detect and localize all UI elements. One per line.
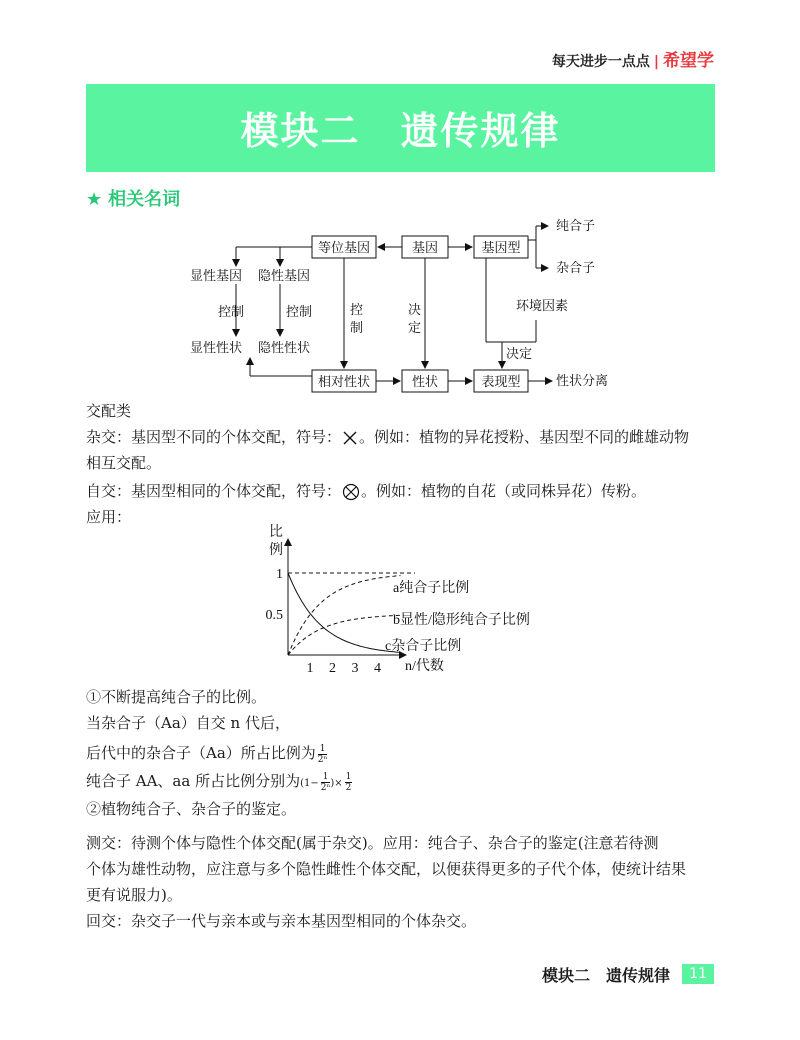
label-segregation: 性状分离 [556,373,609,388]
self-text-a: 自交：基因型相同的个体交配，符号： [86,482,342,500]
pure-text: 纯合子 AA、aa 所占比例分别为 [86,772,301,790]
x-tick-label: 4 [374,661,381,676]
chart-ylabel-1: 比 [269,525,283,540]
test-line-2: 个体为雄性动物，应注意与多个隐性雌性个体交配，以便获得更多的子代个体，使统计结果 [86,860,687,878]
proportion-chart [255,520,545,680]
title-part1: 模块二 [240,109,361,153]
hybrid-text-b: 。例如：植物的异花授粉、基因型不同的雌雄动物 [359,428,690,446]
label-decide: 决定 [506,346,533,361]
test-line-3: 更有说服力)。 [86,886,182,904]
mating-heading: 交配类 [86,402,132,420]
series-line-2 [288,573,401,652]
label-control-1: 控制 [218,304,245,319]
concept-diagram [180,200,640,400]
star-icon: ★ [86,189,103,210]
cross-icon [341,430,359,446]
test-line-1: 测交：待测个体与隐性个体交配(属于杂交)。应用：纯合子、杂合子的鉴定(注意若待测 [86,834,659,852]
x-tick-label: 2 [329,661,336,676]
x-tick-label: 3 [351,661,359,676]
label-heterozygote: 杂合子 [556,260,596,275]
point-2: ②植物纯合子、杂合子的鉴定。 [86,800,297,818]
label-dominant-trait: 显性性状 [189,340,243,355]
chart-ylabel-2: 例 [269,543,283,558]
brand-separator: | [653,54,659,70]
series-line-0 [288,576,401,655]
pure-open: (1− [300,778,319,789]
self-line [86,478,718,504]
fraction-1-over-2n [318,744,328,765]
frac-num-2: 1 [322,771,329,782]
backcross-line: 回交：杂交子一代与亲本或与亲本基因型相同的个体杂交。 [86,912,477,930]
label-control-v2: 制 [350,320,364,335]
label-environment: 环境因素 [516,298,569,313]
when-line: 当杂合子（Aa）自交 n 代后， [86,714,290,732]
frac-den-3: 2 [345,782,352,793]
label-genotype: 基因型 [481,240,521,255]
page-number: 11 [682,964,714,984]
section-heading [86,185,180,211]
label-recessive-gene: 隐性基因 [257,268,311,283]
y-tick-label: 1 [276,567,283,582]
label-control-2: 控制 [286,304,313,319]
application-label: 应用： [86,508,132,526]
hybrid-text-c: 相互交配。 [86,454,162,472]
label-dominant-gene: 显性基因 [189,268,243,283]
label-decide-v1: 决 [408,302,422,317]
label-allele: 等位基因 [317,240,371,255]
brand-header [552,46,714,71]
label-control-v1: 控 [350,302,364,317]
label-phenotype: 表现型 [481,374,521,389]
series-label-0: a纯合子比例 [393,581,470,596]
self-cross-icon [341,483,361,501]
footer-title: 模块二 遗传规律 [541,966,670,985]
frac-den-2: 2ⁿ [320,782,331,793]
chart-xlabel: n/代数 [405,659,444,674]
section-title: 相关名词 [108,189,181,210]
title-part2: 遗传规律 [400,109,561,153]
page-title [86,100,715,155]
pure-line [86,768,718,797]
later-text: 后代中的杂合子（Aa）所占比例为 [86,744,316,762]
later-line [86,740,718,766]
frac-num: 1 [319,743,326,754]
frac-num-3: 1 [345,771,352,782]
x-tick-label: 1 [306,661,314,676]
series-label-1: b显性/隐形纯合子比例 [393,613,530,628]
hybrid-text-a: 杂交：基因型不同的个体交配，符号： [86,428,342,446]
fraction-half [345,772,353,793]
title-banner [86,84,715,172]
fraction-pure [321,772,331,793]
label-recessive-trait: 隐性性状 [257,340,311,355]
label-homozygote: 纯合子 [556,218,596,233]
pure-close: )× [330,778,343,789]
y-tick-label: 0.5 [265,608,283,623]
point-1: ①不断提高纯合子的比例。 [86,688,267,706]
hybrid-line [86,424,718,450]
brand-logo: 希望学 [663,51,714,71]
label-trait: 性状 [411,374,439,389]
series-label-2: c杂合子比例 [385,639,462,654]
self-text-b: 。例如：植物的自花（或同株异花）传粉。 [361,482,647,500]
label-decide-v2: 定 [408,320,422,335]
frac-den: 2ⁿ [317,754,328,765]
label-relative-trait: 相对性状 [317,374,371,389]
slogan: 每天进步一点点 [551,54,650,70]
label-gene: 基因 [411,240,439,255]
